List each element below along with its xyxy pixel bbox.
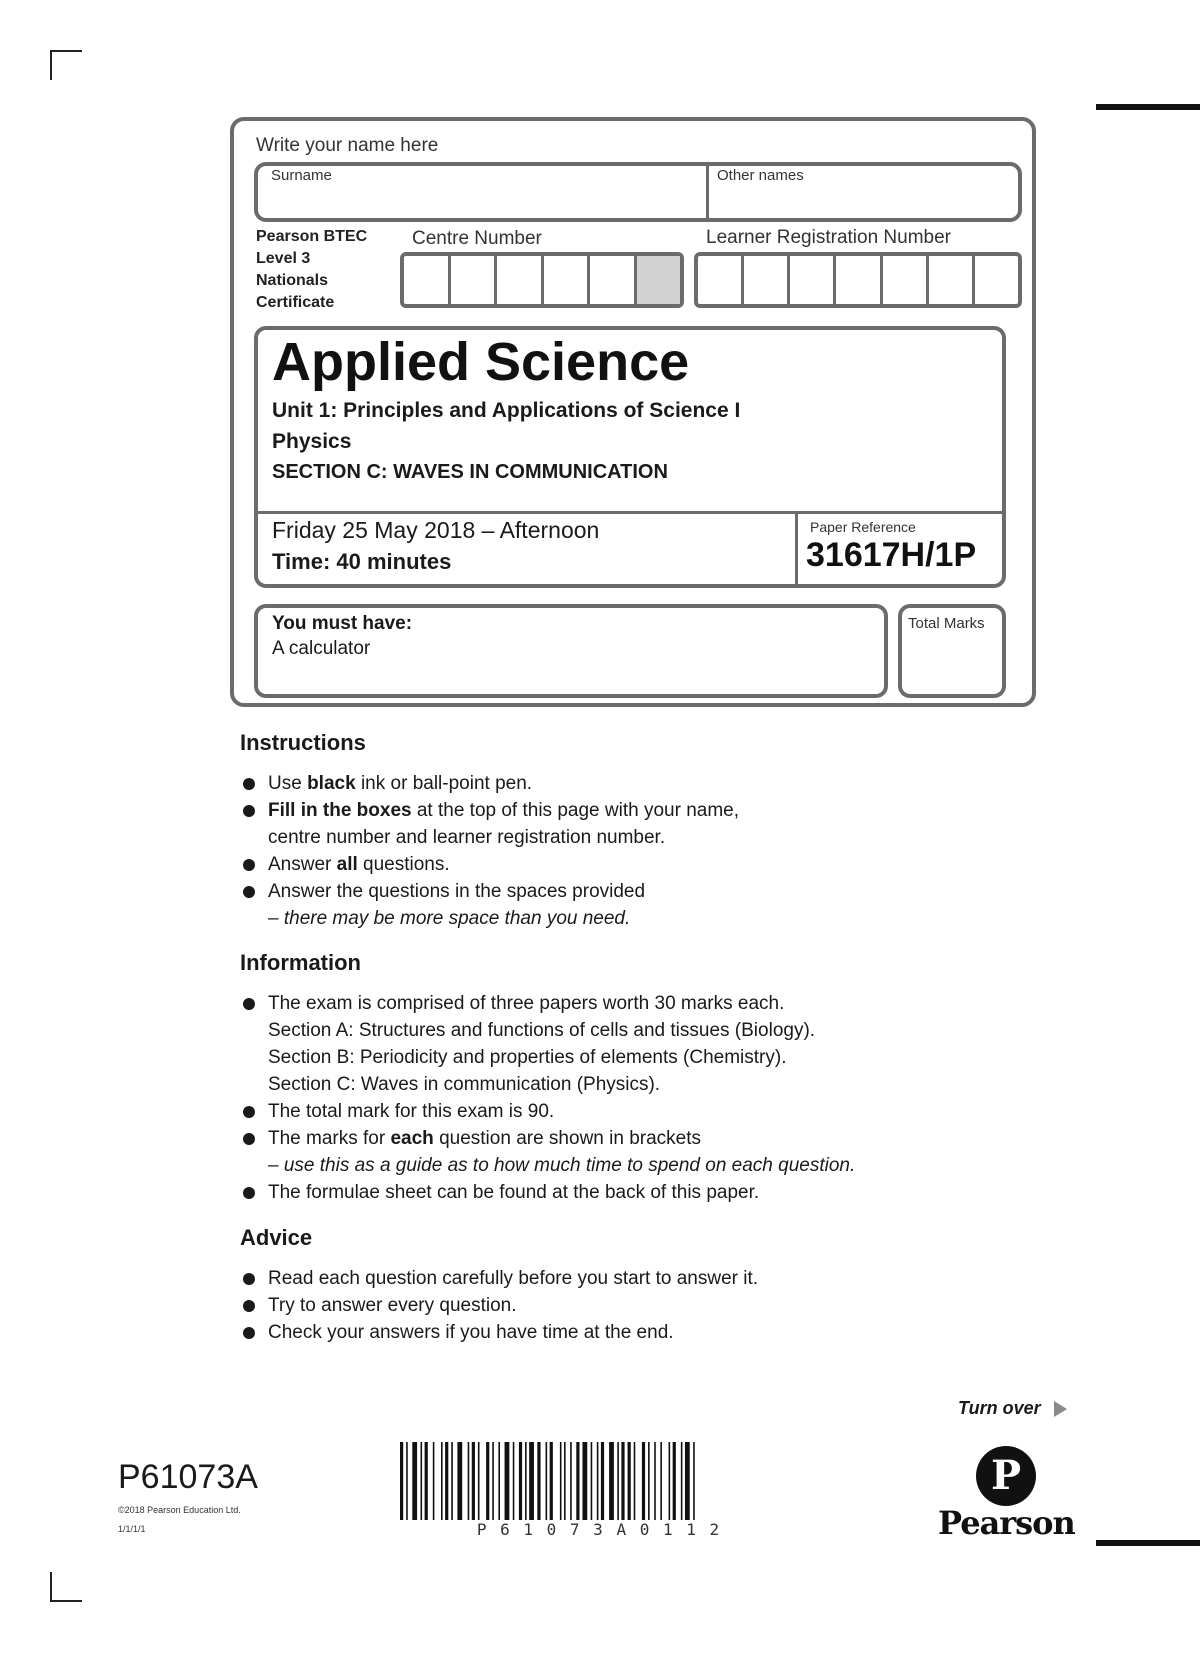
margin-bar-bottom bbox=[1096, 1540, 1200, 1546]
qualification-label bbox=[256, 226, 367, 314]
other-names-label: Other names bbox=[717, 167, 804, 184]
paper-ref: 31617H/1P bbox=[806, 536, 977, 574]
subject-title: Applied Science bbox=[272, 332, 690, 392]
digit-cell[interactable] bbox=[451, 256, 498, 304]
list-item: The exam is comprised of three papers worth 30 marks each. Section A: Structures and functions of cells and tissues (Biology). Section B: Periodicity and properties of elements (Chemistry). Section C: Waves in communication (Physics). bbox=[240, 990, 1100, 1098]
digit-cell[interactable] bbox=[404, 256, 451, 304]
digit-cell[interactable] bbox=[975, 256, 1018, 304]
digit-cell[interactable] bbox=[883, 256, 929, 304]
exam-time: Time: 40 minutes bbox=[272, 549, 452, 574]
crop-mark-top-left bbox=[50, 50, 82, 52]
title-divider-h bbox=[256, 511, 1004, 514]
instructions-list bbox=[240, 770, 1060, 932]
information-list bbox=[240, 990, 1100, 1206]
list-item: Answer the questions in the spaces provided – there may be more space than you need. bbox=[240, 878, 1060, 932]
list-item: Read each question carefully before you start to answer it. bbox=[240, 1265, 1060, 1292]
digit-cell[interactable] bbox=[497, 256, 544, 304]
digit-cell-shaded bbox=[637, 256, 681, 304]
digit-cell[interactable] bbox=[590, 256, 637, 304]
instructions-heading: Instructions bbox=[240, 730, 366, 755]
list-item: The total mark for this exam is 90. bbox=[240, 1098, 1100, 1125]
write-name-label: Write your name here bbox=[256, 135, 439, 156]
must-have-item: A calculator bbox=[272, 638, 371, 659]
print-code: 1/1/1/1 bbox=[118, 1524, 146, 1534]
section-title: SECTION C: WAVES IN COMMUNICATION bbox=[272, 461, 668, 483]
qualification-line: Level 3 bbox=[256, 250, 311, 267]
digit-cell[interactable] bbox=[698, 256, 744, 304]
centre-number-input[interactable] bbox=[400, 252, 684, 308]
play-triangle-icon bbox=[1054, 1401, 1067, 1417]
qualification-line: Pearson BTEC bbox=[256, 228, 368, 245]
copyright: ©2018 Pearson Education Ltd. bbox=[118, 1505, 241, 1515]
digit-cell[interactable] bbox=[544, 256, 591, 304]
barcode bbox=[400, 1442, 798, 1520]
qualification-line: Nationals bbox=[256, 272, 329, 289]
list-item: Fill in the boxes at the top of this page with your name, centre number and learner registration number. bbox=[240, 797, 1060, 851]
qualification-line: Certificate bbox=[256, 294, 335, 311]
digit-cell[interactable] bbox=[744, 256, 790, 304]
crop-mark-bottom-left bbox=[50, 1600, 82, 1602]
learner-reg-label: Learner Registration Number bbox=[706, 227, 952, 248]
margin-bar-top bbox=[1096, 104, 1200, 110]
total-marks-label: Total Marks bbox=[908, 615, 985, 632]
name-divider bbox=[706, 164, 709, 220]
list-item: Answer all questions. bbox=[240, 851, 1060, 878]
crop-mark-bottom-left-v bbox=[50, 1572, 52, 1602]
learner-reg-input[interactable] bbox=[694, 252, 1022, 308]
list-item: Use black ink or ball-point pen. bbox=[240, 770, 1060, 797]
unit-title: Unit 1: Principles and Applications of Science I bbox=[272, 399, 741, 422]
exam-date: Friday 25 May 2018 – Afternoon bbox=[272, 517, 600, 543]
title-divider-v bbox=[795, 513, 798, 585]
digit-cell[interactable] bbox=[836, 256, 882, 304]
other-names-field[interactable] bbox=[717, 167, 1007, 217]
advice-heading: Advice bbox=[240, 1225, 313, 1250]
pearson-wordmark: Pearson bbox=[938, 1504, 1075, 1542]
paper-code: P61073A bbox=[118, 1458, 258, 1496]
barcode-text: P 6 1 0 7 3 A 0 1 1 2 bbox=[476, 1520, 722, 1539]
must-have-label: You must have: bbox=[272, 613, 413, 634]
digit-cell[interactable] bbox=[790, 256, 836, 304]
digit-cell[interactable] bbox=[929, 256, 975, 304]
list-item: The formulae sheet can be found at the back of this paper. bbox=[240, 1179, 1100, 1206]
surname-field[interactable] bbox=[271, 167, 691, 217]
list-item: The marks for each question are shown in brackets – use this as a guide as to how much time to spend on each question. bbox=[240, 1125, 1100, 1179]
crop-mark-top-left-v bbox=[50, 50, 52, 80]
discipline-title: Physics bbox=[272, 430, 352, 453]
list-item: Check your answers if you have time at the end. bbox=[240, 1319, 1060, 1346]
pearson-logo-icon: P bbox=[976, 1446, 1036, 1506]
information-heading: Information bbox=[240, 950, 361, 975]
list-item: Try to answer every question. bbox=[240, 1292, 1060, 1319]
advice-list bbox=[240, 1265, 1060, 1346]
surname-label: Surname bbox=[271, 167, 332, 184]
turn-over-label: Turn over bbox=[958, 1398, 1067, 1419]
centre-number-label: Centre Number bbox=[412, 228, 542, 249]
paper-ref-label: Paper Reference bbox=[810, 519, 916, 535]
